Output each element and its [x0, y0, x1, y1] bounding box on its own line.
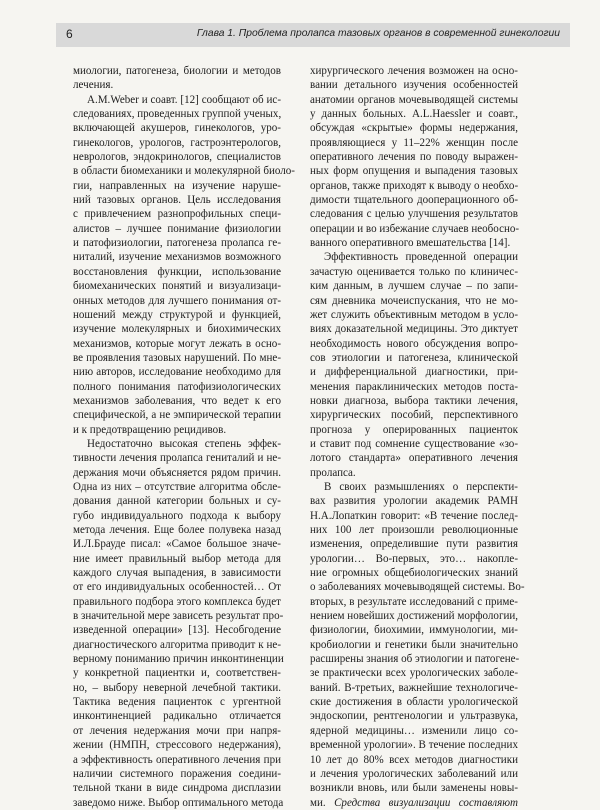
text-line [310, 666, 518, 680]
text-line-content: механизмов заболевания, что ведет к его [73, 394, 281, 407]
text-line-content: A.M.Weber и соавт. [12] сообщают об ис- [87, 93, 281, 106]
text-line-content: И.Л.Брауде писал: «Самое большое значе- [73, 538, 281, 551]
text-line [73, 695, 281, 709]
text-line-content: включающей акушеров, гинекологов, уро- [73, 122, 281, 135]
text-line [310, 308, 518, 322]
text-line-content: онных методов для лучшего понимания от- [73, 294, 281, 307]
text-line-content: возникли вновь, или были заменены новы- [310, 782, 518, 795]
text-line-content: тельной ткани в виде синдрома дисплазии [73, 782, 281, 795]
text-line-content: Н.А.Лопаткин говорит: «В течение послед- [310, 509, 518, 522]
text-line-content: лечения. [73, 79, 114, 92]
text-line-content: гии, направленных на изучение наруше- [73, 179, 281, 192]
text-line [310, 250, 518, 264]
text-line-content: ных форм опущения и выпадения тазовых [310, 165, 518, 178]
text-line-content: механизмов, которые могут лежать в осно- [73, 337, 281, 350]
text-line [310, 480, 518, 494]
text-line [73, 652, 284, 666]
text-line-content: ядерной медицины… изменили лицо со- [310, 724, 518, 737]
text-line-content: сов этиологии и патогенеза, клинической [310, 351, 518, 364]
text-line-content: гинекологов, урологов, гастроэнтерологов, [73, 136, 281, 149]
text-line [310, 150, 518, 164]
text-line [73, 609, 284, 623]
text-line [73, 294, 281, 308]
text-line-content: жет служить объективным методом в усло- [310, 308, 518, 321]
text-line [310, 451, 518, 465]
text-line-content: неврологов, эндокринологов, специалистов [73, 151, 281, 164]
text-line [73, 265, 281, 279]
text-line-content: ванного оперативного вмешательства [14]. [310, 237, 511, 250]
text-line-content: но, – выбору неверной лечебной тактики. [73, 681, 281, 694]
text-line-content: ваний. В-третьих, важнейшие технологиче- [310, 681, 518, 694]
text-line-content: жении (НМПН, стрессового недержания), [73, 739, 281, 752]
text-line-content: виях доказательной медицины. Это диктует [310, 323, 518, 336]
text-line [73, 64, 281, 78]
text-line-content: ние огромных общебиологических знаний [310, 567, 518, 580]
text-line [73, 308, 281, 322]
text-line-content: специфической, а не эмпирической терапии [73, 409, 281, 422]
text-line [310, 394, 518, 408]
text-line-content: от его индивидуальных особенностей… От [73, 581, 281, 594]
text-line [310, 423, 518, 437]
text-line-content: алистов – лучшее понимание физиологии [73, 222, 281, 235]
text-line [73, 322, 281, 336]
text-line-content: лотого стандарта» оперативного лечения [310, 452, 518, 465]
text-line [73, 337, 281, 351]
text-line [73, 193, 281, 207]
text-line-content: вах развития урологии академик РАМН [310, 495, 518, 508]
text-line-content: следования с целью улучшения результатов [310, 208, 518, 221]
text-line [310, 709, 518, 723]
text-line-content: и дифференциальной диагностики, при- [310, 366, 518, 379]
text-line [310, 236, 518, 250]
text-line-content: метода лечения. Еще более полувека назад [73, 524, 281, 536]
text-line-content: физиологии, биохимии, иммунологии, ми- [310, 624, 518, 637]
text-line-content: миологии, патогенеза, биологии и методов [73, 65, 281, 77]
text-line [310, 767, 518, 781]
text-line [73, 423, 281, 437]
text-line [310, 193, 518, 207]
text-line [310, 93, 518, 107]
text-line [310, 595, 518, 609]
text-line-content: расширены знания об этиологии и патогене- [310, 653, 520, 666]
text-line [73, 724, 281, 738]
text-line [73, 451, 281, 465]
text-line-content: операции и во избежание случаев необосно- [310, 222, 520, 235]
text-line-content: необходимость нового обсуждения вопро- [310, 337, 518, 350]
text-line [73, 494, 281, 508]
text-line [73, 365, 281, 379]
text-line-content: анатомии органов мочевыводящей системы [310, 93, 518, 106]
text-line [310, 179, 518, 193]
text-line [310, 523, 518, 537]
text-line-content: ний тазовых органов. Цель исследования [73, 194, 281, 207]
text-line [73, 480, 281, 494]
text-line [73, 796, 284, 810]
text-line [310, 552, 518, 566]
text-line [310, 753, 518, 767]
text-line [73, 222, 281, 236]
text-line-content: новки диагноза, выбора тактики лечения, [310, 394, 518, 407]
text-line-content: обсуждая «скрытые» формы недержания, [310, 122, 518, 135]
text-line [73, 580, 281, 594]
text-line-content: у данных больных. A.L.Haessler и соавт., [310, 108, 518, 121]
text-line [73, 781, 281, 795]
text-line [310, 494, 518, 508]
text-line [73, 250, 281, 264]
text-line-content: Одна из них – отсутствие алгоритма обсле- [73, 480, 281, 493]
text-line-content: вторых, в результате исследований с приме- [310, 595, 518, 608]
text-line [310, 609, 518, 623]
text-line-content: зачастую оценивается только по клиничес- [310, 265, 518, 278]
text-line-content: восстановления функции, использование [73, 265, 281, 278]
text-line [310, 107, 518, 121]
text-line [73, 93, 281, 107]
text-line-content: заведомо ниже. Выбор оптимального метода [73, 796, 284, 809]
text-line-content: каждого случая выпадения, в зависимости [73, 567, 281, 580]
text-line-content: Эффективность проведенной операции [324, 251, 518, 264]
text-line-content: в значительной мере зависеть результат про- [73, 610, 284, 623]
text-line [310, 380, 518, 394]
text-line [73, 466, 281, 480]
text-line-content: изведенной операции» [13]. Несобгодение [73, 624, 281, 637]
text-line-content: нию авторов, исследование необходимо для [73, 366, 281, 379]
text-line [310, 207, 518, 221]
text-line-content: диагностического алгоритма приводит к не- [73, 638, 281, 651]
text-line [73, 509, 281, 523]
text-line [310, 695, 518, 709]
text-line-content: ние имеет правильный выбор метода для [73, 552, 281, 565]
text-line [310, 64, 518, 78]
text-line [73, 279, 281, 293]
text-line-content: В своих размышлениях о перспекти- [324, 480, 518, 493]
text-line [310, 164, 518, 178]
text-line-content: них 100 лет произошли революционные [310, 524, 518, 536]
text-line-content: ниталий, изучение механизмов возможного [73, 251, 281, 264]
text-line-content: от лечения недержания мочи при напря- [73, 724, 281, 737]
text-line [73, 681, 281, 695]
text-line-content: и к предотвращению рецидивов. [73, 423, 227, 436]
text-line-content: правильного подбора этого комплекса будет [73, 595, 281, 608]
text-line-content: в области биомеханики и молекулярной биоло- [73, 165, 295, 178]
text-line-content: кробиологии и генетики были значительно [310, 638, 518, 651]
text-line [310, 537, 518, 551]
text-line-content: вании детального изучения особенностей [310, 79, 518, 92]
text-line [73, 437, 281, 451]
text-line-content: тивности лечения пролапса гениталий и не- [73, 452, 281, 465]
text-line-content: органов, также приходят к выводу о необхо- [310, 179, 519, 192]
text-line-content: с привлечением разнопрофильных специ- [73, 208, 281, 221]
text-line-content: хирургических пособий, перспективного [310, 409, 518, 422]
text-line [73, 164, 295, 178]
text-line-content: димости тщательного дооперационного об- [310, 194, 518, 207]
text-line-content: пролапса. [310, 466, 356, 479]
running-title: Глава 1. Проблема пролапса тазовых органов в современной гинекологии [196, 28, 560, 39]
text-line [73, 78, 281, 92]
text-line [73, 552, 281, 566]
text-line [73, 753, 281, 767]
text-line-content: хирургического лечения возможен на осно- [310, 65, 518, 77]
text-line-content: ские достижения в области урологической [310, 696, 518, 709]
text-line [310, 279, 518, 293]
text-line [73, 408, 281, 422]
text-line [73, 150, 281, 164]
text-line-content: оперативного лечения по поводу выражен- [310, 151, 518, 164]
text-line [73, 351, 281, 365]
text-line-content: временной урологии». В течение последних [310, 739, 518, 752]
text-line-content: следованиях, проведенных группой ученых, [73, 108, 282, 121]
text-line [73, 595, 281, 609]
text-line [310, 724, 518, 738]
text-line [73, 638, 281, 652]
text-line [310, 136, 518, 150]
text-line [73, 136, 281, 150]
text-line [310, 322, 518, 336]
text-line [73, 236, 281, 250]
text-line [73, 394, 281, 408]
text-line-content: и лечения урологических заболеваний или [310, 767, 518, 780]
text-line-content: зе практически всех урологических заболе- [310, 667, 518, 680]
text-line-content: нением новейших достижений морфологии, [310, 610, 519, 623]
text-line-content: прогноза у оперированных пациенток [310, 423, 518, 436]
text-line-content: полного понимания патофизиологических [73, 380, 281, 393]
text-line-content: верному пониманию причин инконтиненции [73, 653, 284, 666]
text-line [310, 781, 518, 795]
text-line [310, 681, 518, 695]
text-line-content: губо индивидуального подхода к выбору [73, 509, 281, 522]
text-line [73, 207, 281, 221]
text-line [310, 408, 518, 422]
text-line [310, 337, 518, 351]
text-line-content: ве проявления тазовых нарушений. По мне- [73, 351, 281, 364]
text-line [73, 537, 281, 551]
text-line [73, 666, 281, 680]
text-line [310, 652, 518, 666]
text-line-content: о заболеваниях мочевыводящей системы. Во- [310, 581, 525, 594]
italic-text: Средства визуализации составляют [334, 796, 518, 809]
text-line-content: у конкретной пациентки и, соответствен- [73, 667, 281, 680]
text-line-content: ми. [310, 796, 335, 809]
text-line-content: 10 лет до 80% всех методов диагностики [310, 753, 518, 766]
text-line [73, 709, 281, 723]
text-line-content: проявляющиеся у 11–22% женщин после [310, 136, 518, 149]
text-line-content: а эффективность оперативного лечения при [73, 753, 281, 766]
text-line [310, 265, 518, 279]
text-line [310, 351, 518, 365]
text-line-content: урологии… Во-первых, это… накопле- [310, 552, 518, 565]
left-column [73, 64, 295, 810]
text-line [73, 121, 281, 135]
text-line [310, 78, 518, 92]
text-line [310, 638, 518, 652]
text-line [73, 767, 281, 781]
text-line-content: держания мочи объясняется рядом причин. [73, 466, 281, 479]
text-line [310, 121, 518, 135]
text-line [73, 566, 281, 580]
text-line-content: инконтиненцией радикально отличается [73, 710, 281, 723]
text-line [310, 222, 518, 236]
text-line [73, 623, 281, 637]
running-header [56, 23, 570, 47]
text-line-content: ношений между структурой и функцией, [73, 308, 281, 321]
text-line-content: дования данной категории больных и су- [73, 495, 281, 508]
text-line [310, 466, 518, 480]
text-line-content: и ставит под сомнение существование «зо- [310, 437, 518, 450]
text-line [310, 580, 525, 594]
text-line [310, 623, 518, 637]
text-line-content: изменения, определившие пути развития [310, 538, 518, 551]
text-line-content: ким данным, в лучшем случае – по запи- [310, 280, 518, 293]
page-number: 6 [66, 27, 73, 41]
text-line [73, 107, 281, 121]
text-line [310, 796, 518, 810]
text-line-content: Недостаточно высокая степень эффек- [87, 437, 281, 450]
text-line-content: изучение молекулярных и биохимических [73, 323, 281, 336]
right-column [310, 64, 525, 810]
text-line [310, 738, 518, 752]
text-line-content: эндоскопии, рентгенологии и ультразвука, [310, 710, 518, 723]
text-line-content: биомеханических понятий и визуализаци- [73, 280, 281, 293]
text-line-content: сям дневника мочеиспускания, что не мо- [310, 294, 518, 307]
text-line [310, 566, 518, 580]
text-line [310, 437, 518, 451]
text-line-content: Тактика ведения пациенток с ургентной [73, 696, 281, 709]
text-line [73, 523, 281, 537]
text-line-content: и патофизиологии, патогенеза пролапса ге- [73, 237, 281, 250]
text-line [73, 380, 281, 394]
text-line [310, 294, 518, 308]
text-line [310, 365, 518, 379]
text-line-content: наличии системного поражения соедини- [73, 767, 281, 780]
text-line [73, 738, 281, 752]
text-line-content: менения параклинических методов поста- [310, 380, 518, 393]
text-line [73, 179, 281, 193]
text-line [310, 509, 518, 523]
